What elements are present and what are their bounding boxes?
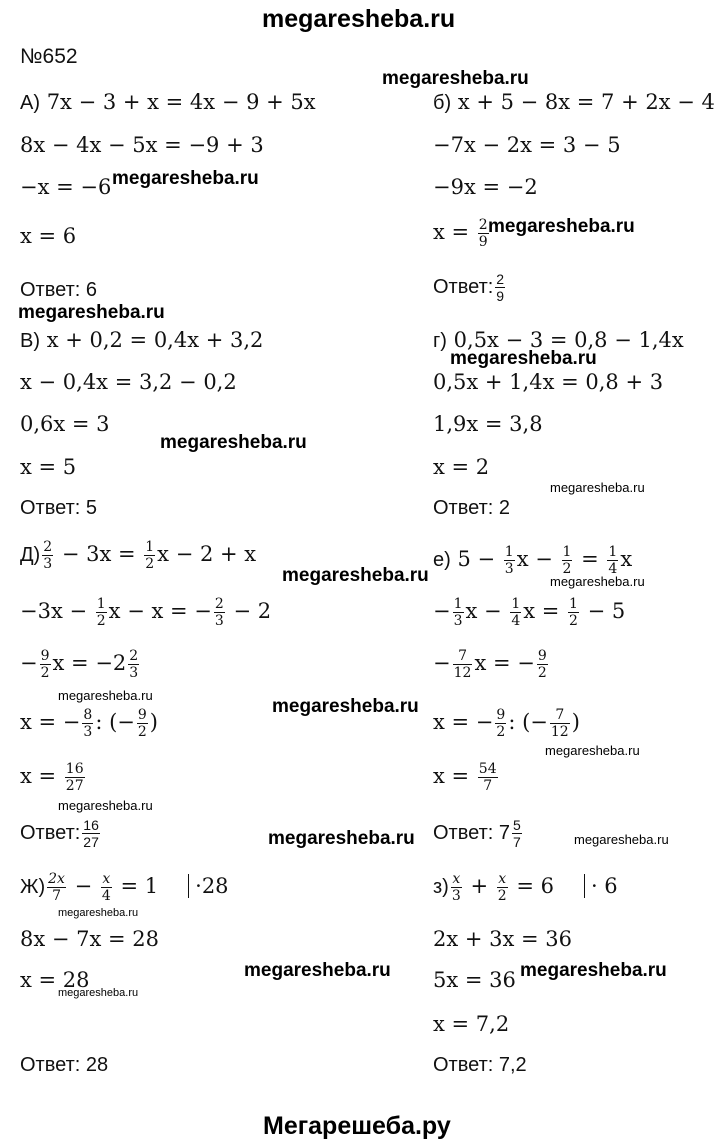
watermark: megaresheba.ru [268,828,415,849]
watermark: megaresheba.ru [112,168,259,189]
numerator: 5 [512,817,521,833]
numerator: 9 [537,648,547,664]
problem-z-line-4: x = 7,2 [433,1012,510,1036]
fraction [47,872,66,903]
problem-e-line-3 [433,649,550,680]
equation-text: x − 2 + x [157,542,257,566]
denominator: 2 [145,556,155,572]
problem-z-line-1 [433,872,618,903]
equation-text: x − x = − [108,599,212,623]
denominator: 3 [83,724,93,740]
equation-text: − [20,651,38,675]
numerator: 1 [145,539,155,555]
problem-g-label: г) [433,330,447,352]
denominator: 7 [52,888,61,904]
problem-a-answer: Ответ: 6 [20,279,97,301]
answer-label: Ответ: 7 [433,821,510,844]
numerator: 2 [496,271,505,287]
denominator: 3 [504,561,514,577]
equation-text: 0,5x − 3 = 0,8 − 1,4x [453,328,684,352]
numerator: 7 [550,708,570,724]
denominator: 2 [497,888,507,904]
fraction [137,708,148,739]
fraction [550,708,570,739]
equation-text: 7x − 3 + x = 4x − 9 + 5x [46,90,316,114]
fraction [504,545,515,576]
problem-a-label: А) [20,92,40,114]
denominator: 7 [483,778,493,794]
problem-d-line-4 [20,708,158,739]
equation-text: ) [149,710,158,734]
problem-e-answer [433,818,524,849]
fraction [453,649,473,680]
numerator: x [498,871,507,887]
denominator: 2 [562,561,572,577]
denominator: 3 [43,556,53,572]
watermark: megaresheba.ru [160,432,307,453]
equation-text: x = [433,764,476,788]
problem-e-line-2 [433,597,625,628]
problem-v-line-3: 0,6x = 3 [20,412,110,436]
equation-text: : (− [508,710,548,734]
problem-b-line-2: −7x − 2x = 3 − 5 [433,133,621,157]
problem-zh-line-2: 8x − 7x = 28 [20,927,160,951]
fraction [495,272,505,303]
watermark: megaresheba.ru [58,798,153,813]
denominator: 3 [214,613,224,629]
watermark: megaresheba.ru [58,987,139,999]
numerator: x [452,871,461,887]
problem-v-line-1 [20,330,263,351]
numerator: 2 [214,596,224,612]
problem-b-line-1 [433,92,715,113]
numerator: 1 [608,544,618,560]
equation-text: x + 5 − 8x = 7 + 2x − 4 [457,90,715,114]
problem-z-line-3: 5x = 36 [433,968,516,992]
watermark: megaresheba.ru [520,960,667,981]
equation-text: + [463,874,495,898]
denominator: 4 [101,888,111,904]
footer-site-title: Мегарешеба.ру [263,1112,451,1140]
numerator: 1 [511,596,521,612]
numerator: 8 [83,707,93,723]
fraction [42,540,53,571]
equation-text: = 6 [509,874,554,898]
problem-e-line-5 [433,762,500,793]
problem-e-line-4 [433,708,580,739]
numerator: 1 [453,596,463,612]
watermark: megaresheba.ru [282,565,429,586]
denominator: 2 [496,724,506,740]
task-number: №652 [20,45,78,68]
denominator: 12 [453,665,472,681]
numerator: 16 [83,817,99,833]
problem-v-answer: Ответ: 5 [20,497,97,519]
watermark: megaresheba.ru [550,480,645,495]
equation-text: −3x − [20,599,94,623]
fraction [568,597,579,628]
fraction [562,545,573,576]
equation-text: x + 0,2 = 0,4x + 3,2 [46,328,264,352]
fraction [128,649,139,680]
numerator: 54 [478,761,497,777]
equation-text: x = − [433,710,494,734]
problem-g-line-4: x = 2 [433,455,490,479]
problem-g-line-3: 1,9x = 3,8 [433,412,543,436]
fraction [512,818,522,849]
fraction [82,708,93,739]
denominator: 2 [137,724,147,740]
denominator: 3 [451,888,461,904]
denominator: 2 [537,665,547,681]
equation-text: − [433,651,451,675]
fraction [40,649,51,680]
numerator: 16 [65,761,84,777]
numerator: 2 [129,648,139,664]
equation-text: − [67,874,99,898]
problem-g-answer: Ответ: 2 [433,497,510,519]
equation-text: x = − [20,710,81,734]
denominator: 9 [478,234,488,250]
fraction [478,218,489,249]
fraction [478,762,498,793]
problem-zh-label: Ж) [20,876,46,898]
problem-b-line-4 [433,218,491,249]
numerator: 2x [48,871,65,887]
problem-b-line-3: −9x = −2 [433,175,538,199]
problem-z-label: з) [433,876,449,898]
fraction [495,708,506,739]
denominator: 4 [511,613,521,629]
watermark: megaresheba.ru [18,302,165,323]
equation-text: = [574,547,606,571]
fraction [537,649,548,680]
equation-text: − [433,599,451,623]
denominator: 27 [65,778,84,794]
numerator: 7 [453,649,473,665]
problem-d-line-2 [20,597,271,628]
denominator: 2 [569,613,578,629]
watermark: megaresheba.ru [244,960,391,981]
denominator: 4 [608,561,618,577]
problem-z-line-2: 2x + 3x = 36 [433,927,573,951]
denominator: 12 [550,724,569,740]
equation-text: = 1 [113,874,159,898]
problem-d-line-5 [20,762,87,793]
problem-d-line-1 [20,540,256,571]
denominator: 2 [96,613,106,629]
denominator: 9 [496,288,505,304]
equation-text: − 2 [226,599,272,623]
numerator: 1 [96,596,106,612]
problem-e-line-1 [433,545,632,576]
equation-text: x = [433,220,476,244]
fraction [96,597,107,628]
watermark: megaresheba.ru [488,216,635,237]
watermark: megaresheba.ru [545,743,640,758]
answer-label: Ответ: [20,821,81,844]
problem-z-answer: Ответ: 7,2 [433,1054,527,1076]
equation-text: − 3x = [55,542,143,566]
problem-zh-line-3: x = 28 [20,968,90,992]
watermark: megaresheba.ru [574,832,669,847]
watermark: megaresheba.ru [382,68,529,89]
numerator: 9 [137,707,147,723]
header-site-title: megaresheba.ru [262,5,456,33]
denominator: 3 [453,613,463,629]
multiplier-note: · 6 [584,874,618,898]
problem-b-label: б) [433,92,452,114]
problem-a-line-4: x = 6 [20,224,77,248]
fraction [82,818,100,849]
problem-v-line-2: x − 0,4x = 3,2 − 0,2 [20,370,237,394]
fraction [144,540,155,571]
problem-e-label: е) [433,549,451,571]
fraction [214,597,225,628]
denominator: 2 [40,665,50,681]
watermark: megaresheba.ru [550,574,645,589]
denominator: 27 [83,834,99,850]
fraction [65,762,85,793]
fraction [510,597,521,628]
problem-d-line-3 [20,649,141,680]
problem-a-line-2: 8x − 4x − 5x = −9 + 3 [20,133,264,157]
problem-d-label: Д) [20,544,41,566]
problem-d-answer [20,818,102,849]
answer-label: Ответ: [433,275,494,298]
equation-text: − 5 [580,599,626,623]
equation-text: ) [571,710,580,734]
fraction [453,597,464,628]
equation-text: x = −2 [52,651,127,675]
problem-zh-line-1 [20,872,229,903]
equation-text: x = − [474,651,535,675]
numerator: x [102,871,111,887]
denominator: 7 [512,834,521,850]
problem-v-label: В) [20,330,40,352]
numerator: 1 [504,544,514,560]
watermark: megaresheba.ru [58,688,153,703]
numerator: 9 [496,707,506,723]
equation-text: x = [523,599,567,623]
numerator: 1 [562,544,572,560]
problem-a-line-3: −x = −6 [20,175,112,199]
equation-text: 5 − [457,547,502,571]
watermark: megaresheba.ru [450,348,597,369]
fraction [101,872,112,903]
numerator: 2 [478,217,488,233]
numerator: 9 [40,648,50,664]
multiplier-note: ·28 [188,874,228,898]
problem-zh-answer: Ответ: 28 [20,1054,109,1076]
equation-text: x − [516,547,560,571]
numerator: 1 [569,596,578,612]
equation-text: : (− [95,710,135,734]
equation-text: x [620,547,633,571]
equation-text: x − [465,599,509,623]
fraction [497,872,508,903]
fraction [607,545,618,576]
watermark: megaresheba.ru [272,696,419,717]
problem-g-line-2: 0,5x + 1,4x = 0,8 + 3 [433,370,664,394]
problem-v-line-4: x = 5 [20,455,77,479]
problem-g-line-1 [433,330,684,351]
fraction [451,872,462,903]
equation-text: x = [20,764,63,788]
problem-b-answer [433,272,507,303]
watermark: megaresheba.ru [58,907,139,919]
numerator: 2 [43,539,53,555]
denominator: 3 [129,665,139,681]
problem-a-line-1 [20,92,316,113]
